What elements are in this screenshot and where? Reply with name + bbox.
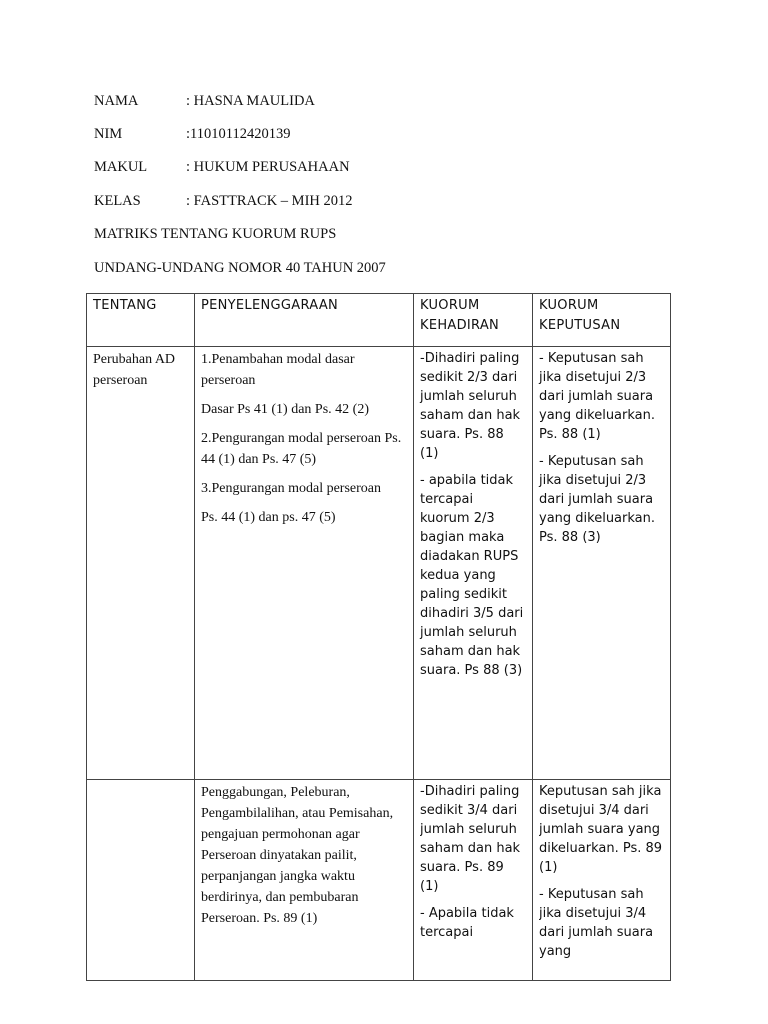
makul-value: : HUKUM PERUSAHAAN — [186, 159, 350, 175]
kelas-value: : FASTTRACK – MIH 2012 — [186, 193, 353, 209]
kelas-label: KELAS — [94, 193, 141, 209]
penyelenggaraan-item: Dasar Ps 41 (1) dan Ps. 42 (2) — [201, 402, 369, 417]
nama-label: NAMA — [94, 93, 139, 109]
header-kuorum-keputusan: KUORUM KEPUTUSAN — [533, 294, 671, 347]
cell-kuorum-keputusan — [533, 347, 671, 780]
cell-penyelenggaraan — [195, 347, 414, 780]
penyelenggaraan-item: 3.Pengurangan modal perseroan — [201, 481, 381, 496]
nim-label: NIM — [94, 126, 123, 142]
keputusan-item: Keputusan sah jika disetujui 3/4 dari jumlah suara yang dikeluarkan. Ps. 89 (1) — [539, 784, 663, 875]
kuorum-matrix-table — [86, 293, 671, 981]
cell-kuorum-keputusan — [533, 780, 671, 981]
table-header-row — [87, 294, 671, 347]
header-kuorum-kehadiran: KUORUM KEHADIRAN — [414, 294, 533, 347]
matrix-title: MATRIKS TENTANG KUORUM RUPS — [94, 226, 337, 242]
kehadiran-item: -Dihadiri paling sedikit 2/3 dari jumlah seluruh saham dan hak suara. Ps. 88 (1) — [420, 351, 521, 461]
table-row — [87, 780, 671, 981]
makul-line — [94, 159, 350, 176]
header-tentang: TENTANG — [87, 294, 195, 347]
nama-line — [94, 93, 315, 110]
keputusan-item: - Keputusan sah jika disetujui 2/3 dari jumlah suara yang dikeluarkan. Ps. 88 (1) — [539, 351, 656, 442]
cell-tentang — [87, 347, 195, 780]
makul-label: MAKUL — [94, 159, 148, 175]
cell-kuorum-kehadiran — [414, 347, 533, 780]
tentang-text: Perubahan AD perseroan — [93, 352, 176, 388]
kehadiran-item: - apabila tidak tercapai kuorum 2/3 bagian maka diadakan RUPS kedua yang paling sedikit dihadiri 3/5 dari jumlah seluruh saham dan hak suara. Ps 88 (3) — [420, 473, 524, 678]
nim-value: :11010112420139 — [186, 126, 291, 142]
keputusan-item: - Keputusan sah jika disetujui 2/3 dari jumlah suara yang dikeluarkan. Ps. 88 (3) — [539, 454, 656, 545]
kehadiran-item: - Apabila tidak tercapai — [420, 906, 514, 940]
penyelenggaraan-item: 2.Pengurangan modal perseroan Ps. 44 (1) dan Ps. 47 (5) — [201, 431, 402, 467]
penyelenggaraan-item: 1.Penambahan modal dasar perseroan — [201, 352, 355, 388]
nama-value: : HASNA MAULIDA — [186, 93, 315, 109]
cell-kuorum-kehadiran — [414, 780, 533, 981]
cell-penyelenggaraan — [195, 780, 414, 981]
penyelenggaraan-item: Penggabungan, Peleburan, Pengambilalihan, atau Pemisahan, pengajuan permohonan agar Perseroan dinyatakan pailit, perpanjangan jangka waktu berdirinya, dan pembubaran Perseroan. Ps. 89 (1) — [201, 785, 394, 926]
penyelenggaraan-item: Ps. 44 (1) dan ps. 47 (5) — [201, 510, 336, 525]
nim-line — [94, 126, 290, 143]
table-row — [87, 347, 671, 780]
law-title: UNDANG-UNDANG NOMOR 40 TAHUN 2007 — [94, 260, 386, 276]
keputusan-item: - Keputusan sah jika disetujui 3/4 dari jumlah suara yang — [539, 887, 654, 959]
header-penyelenggaraan: PENYELENGGARAAN — [195, 294, 414, 347]
cell-tentang — [87, 780, 195, 981]
kehadiran-item: -Dihadiri paling sedikit 3/4 dari jumlah seluruh saham dan hak suara. Ps. 89 (1) — [420, 784, 521, 894]
kelas-line — [94, 193, 353, 210]
